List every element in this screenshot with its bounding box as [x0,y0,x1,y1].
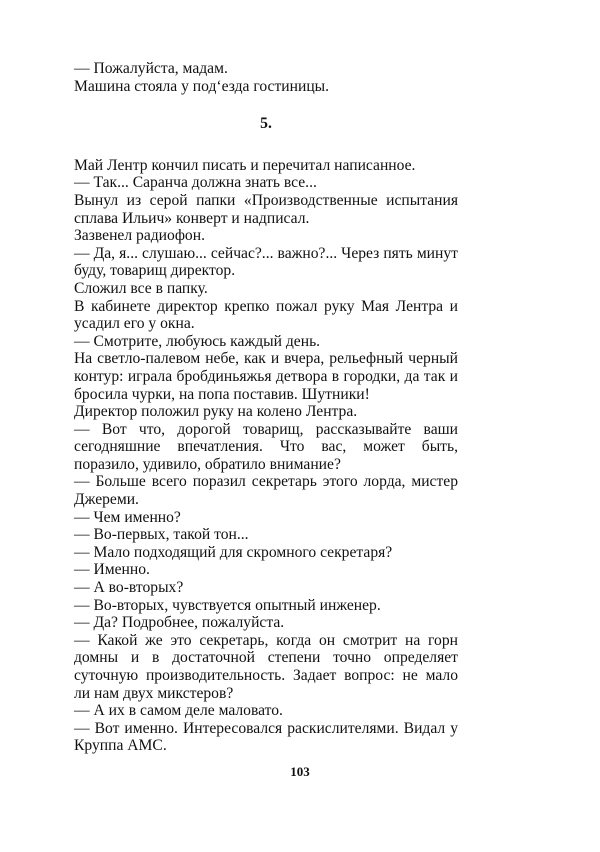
paragraph: Вынул из серой папки «Производственные испытания сплава Ильич» конверт и надписал. [74,191,458,227]
chapter-text [74,157,458,755]
pre-chapter-text [74,60,458,95]
paragraph: На светло-палевом небе, как и вчера, рельефный черный контур: играла бробдиньяжья детвора в городки, да так и бросила чурки, на попа поставив. Шутники! [74,350,458,403]
paragraph: Машина стояла у под‘езда гостиницы. [74,77,330,95]
paragraph: Зазвенел радиофон. [74,227,205,245]
paragraph: — Во-вторых, чувствуется опытный инженер. [74,596,381,614]
paragraph: — Мало подходящий для скромного секретаря? [74,543,393,561]
paragraph: — Смотрите, любуюсь каждый день. [74,332,321,350]
paragraph: — Вот что, дорогой товарищ, рассказывайте ваши сегодняшние впечатления. Что вас, может быть, поразило, удивило, обратило внимание? [74,420,458,473]
paragraph: — Пожалуйста, мадам. [74,60,228,77]
page-number: 103 [290,764,310,779]
paragraph: — Так... Саранча должна знать все... [74,174,317,192]
paragraph: — Вот именно. Интересовался раскислителями. Видал у Круппа АМС. [74,719,458,755]
paragraph: — Какой же это секретарь, когда он смотрит на горн домны и в достаточной степени точно определяет суточную производительность. Задает вопрос: не мало ли нам двух микстеров? [74,631,458,702]
chapter-title: 5. [260,115,272,133]
paragraph: — А во-вторых? [74,579,184,597]
paragraph: — Чем именно? [74,508,181,526]
paragraph: — Больше всего поразил секретарь этого лорда, мистер Джереми. [74,473,458,509]
paragraph: — Именно. [74,561,150,579]
paragraph: Сложил все в папку. [74,279,208,297]
paragraph: — А их в самом деле маловато. [74,702,283,720]
page-body [74,60,458,755]
paragraph: — Во-первых, такой тон... [74,526,249,544]
paragraph: — Да? Подробнее, пожалуйста. [74,614,285,632]
paragraph: В кабинете директор крепко пожал руку Мая Лентра и усадил его у окна. [74,297,458,333]
paragraph: Директор положил руку на колено Лентра. [74,403,358,421]
paragraph: Май Лентр кончил писать и перечитал написанное. [74,156,416,174]
paragraph: — Да, я... слушаю... сейчас?... важно?... Через пять минут буду, товарищ директор. [74,244,458,280]
